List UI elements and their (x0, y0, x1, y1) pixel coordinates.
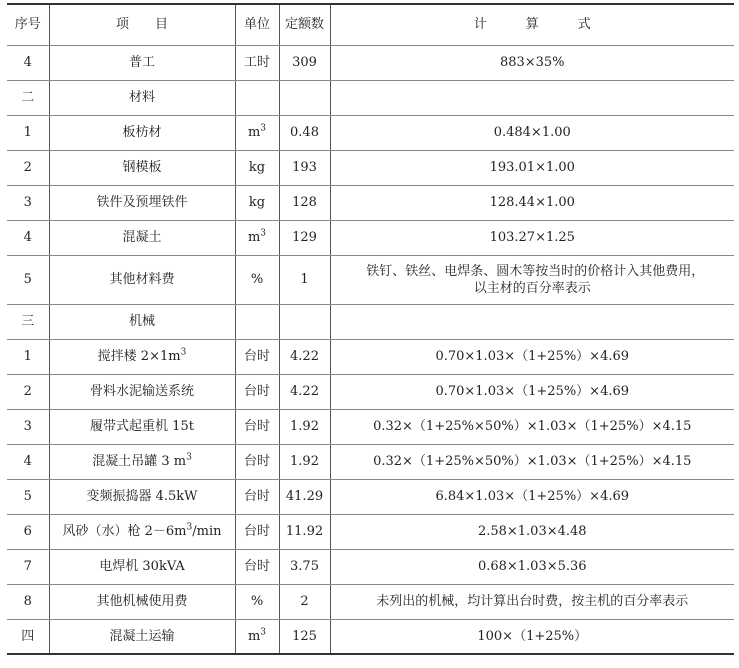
cell-unit: 台时 (235, 374, 279, 409)
table-row (7, 304, 734, 339)
cell-formula: 6.84×1.03×（1+25%）×4.69 (330, 479, 734, 514)
item-suffix: /min (192, 524, 222, 539)
cell-seq: 5 (7, 479, 49, 514)
cell-quota: 4.22 (279, 339, 330, 374)
cell-unit: 台时 (235, 339, 279, 374)
table-row (7, 150, 734, 185)
cell-formula: 未列出的机械，均计算出台时费，按主机的百分率表示 (330, 584, 734, 619)
cell-item (49, 514, 235, 549)
cell-formula: 0.70×1.03×（1+25%）×4.69 (330, 339, 734, 374)
cell-seq: 4 (7, 444, 49, 479)
cell-item: 板枋材 (49, 115, 235, 150)
cell-quota: 125 (279, 619, 330, 654)
cell-item: 材料 (49, 80, 235, 115)
cell-quota: 2 (279, 584, 330, 619)
cell-seq: 1 (7, 115, 49, 150)
table-row (7, 479, 734, 514)
header-seq: 序号 (7, 4, 49, 45)
cell-formula: 0.70×1.03×（1+25%）×4.69 (330, 374, 734, 409)
cell-unit: 台时 (235, 514, 279, 549)
formula-line-2: 以主材的百分率表示 (473, 280, 591, 296)
cell-item: 铁件及预埋铁件 (49, 185, 235, 220)
table-row (7, 115, 734, 150)
cell-unit (235, 115, 279, 150)
item-text: 搅拌楼 2×1m (97, 349, 181, 364)
header-item: 项 目 (49, 4, 235, 45)
cell-quota (279, 80, 330, 115)
cell-seq: 3 (7, 185, 49, 220)
cell-formula: 128.44×1.00 (330, 185, 734, 220)
cell-seq: 二 (7, 80, 49, 115)
cell-unit: kg (235, 185, 279, 220)
cell-quota: 193 (279, 150, 330, 185)
item-superscript: 3 (186, 522, 193, 533)
cell-item: 钢模板 (49, 150, 235, 185)
cell-unit: % (235, 584, 279, 619)
cell-quota: 128 (279, 185, 330, 220)
cell-quota: 0.48 (279, 115, 330, 150)
cell-formula: 883×35% (330, 45, 734, 80)
table-row (7, 549, 734, 584)
item-superscript: 3 (180, 347, 187, 358)
cell-item: 其他机械使用费 (49, 584, 235, 619)
table-row (7, 444, 734, 479)
cell-formula: 0.32×（1+25%×50%）×1.03×（1+25%）×4.15 (330, 444, 734, 479)
cell-quota: 1.92 (279, 444, 330, 479)
item-text: 混凝土吊罐 3 m (92, 454, 187, 469)
cell-item: 电焊机 30kVA (49, 549, 235, 584)
header-unit: 单位 (235, 4, 279, 45)
unit-superscript: 3 (260, 627, 267, 638)
header-quota: 定额数 (279, 4, 330, 45)
quota-table (7, 3, 734, 655)
table-row (7, 409, 734, 444)
cell-formula: 100×（1+25%） (330, 619, 734, 654)
table-row (7, 584, 734, 619)
cell-formula (330, 304, 734, 339)
unit-superscript: 3 (260, 123, 267, 134)
table-row (7, 339, 734, 374)
cell-item: 其他材料费 (49, 255, 235, 304)
cell-seq: 8 (7, 584, 49, 619)
cell-quota (279, 304, 330, 339)
cell-formula (330, 80, 734, 115)
table-row (7, 80, 734, 115)
cell-quota: 1 (279, 255, 330, 304)
formula-line-1: 铁钉、铁丝、电焊条、圆木等按当时的价格计入其他费用， (366, 263, 705, 279)
cell-seq: 四 (7, 619, 49, 654)
cell-seq: 2 (7, 374, 49, 409)
cell-quota: 3.75 (279, 549, 330, 584)
cell-unit (235, 220, 279, 255)
cell-item: 普工 (49, 45, 235, 80)
cell-formula: 0.68×1.03×5.36 (330, 549, 734, 584)
cell-unit: 台时 (235, 409, 279, 444)
cell-seq: 7 (7, 549, 49, 584)
cell-item: 骨料水泥输送系统 (49, 374, 235, 409)
table-body (7, 45, 734, 654)
cell-item: 混凝土 (49, 220, 235, 255)
item-text: 风砂（水）枪 2－6m (62, 524, 187, 539)
table-header-row (7, 4, 734, 45)
cell-seq: 1 (7, 339, 49, 374)
cell-unit: kg (235, 150, 279, 185)
table-row (7, 185, 734, 220)
cell-unit: 工时 (235, 45, 279, 80)
cell-unit (235, 80, 279, 115)
cell-seq: 2 (7, 150, 49, 185)
cell-formula: 103.27×1.25 (330, 220, 734, 255)
cell-quota: 309 (279, 45, 330, 80)
cell-formula (330, 255, 734, 304)
cell-unit: 台时 (235, 549, 279, 584)
table-row (7, 619, 734, 654)
cell-seq: 5 (7, 255, 49, 304)
table-row (7, 514, 734, 549)
cell-item: 变频振捣器 4.5kW (49, 479, 235, 514)
table-row (7, 45, 734, 80)
cell-seq: 4 (7, 220, 49, 255)
cell-unit: 台时 (235, 479, 279, 514)
cell-seq: 3 (7, 409, 49, 444)
cell-formula: 0.32×（1+25%×50%）×1.03×（1+25%）×4.15 (330, 409, 734, 444)
cell-seq: 6 (7, 514, 49, 549)
cell-item (49, 444, 235, 479)
item-superscript: 3 (186, 452, 192, 463)
cell-unit (235, 619, 279, 654)
unit-text: m (247, 125, 261, 140)
cell-formula: 0.484×1.00 (330, 115, 734, 150)
cell-item (49, 339, 235, 374)
cell-item: 机械 (49, 304, 235, 339)
cell-quota: 11.92 (279, 514, 330, 549)
cell-quota: 1.92 (279, 409, 330, 444)
cell-formula: 193.01×1.00 (330, 150, 734, 185)
cell-quota: 4.22 (279, 374, 330, 409)
cell-item: 履带式起重机 15t (49, 409, 235, 444)
table-row (7, 374, 734, 409)
cell-item: 混凝土运输 (49, 619, 235, 654)
cell-unit: % (235, 255, 279, 304)
cell-seq: 三 (7, 304, 49, 339)
table-row (7, 255, 734, 304)
cell-quota: 129 (279, 220, 330, 255)
header-formula: 计 算 式 (330, 4, 734, 45)
cell-formula: 2.58×1.03×4.48 (330, 514, 734, 549)
unit-text: m (247, 628, 261, 644)
cell-unit (235, 304, 279, 339)
cell-unit: 台时 (235, 444, 279, 479)
unit-text: m (247, 230, 261, 245)
cell-quota: 41.29 (279, 479, 330, 514)
unit-superscript: 3 (260, 228, 267, 239)
cell-seq: 4 (7, 45, 49, 80)
table-row (7, 220, 734, 255)
